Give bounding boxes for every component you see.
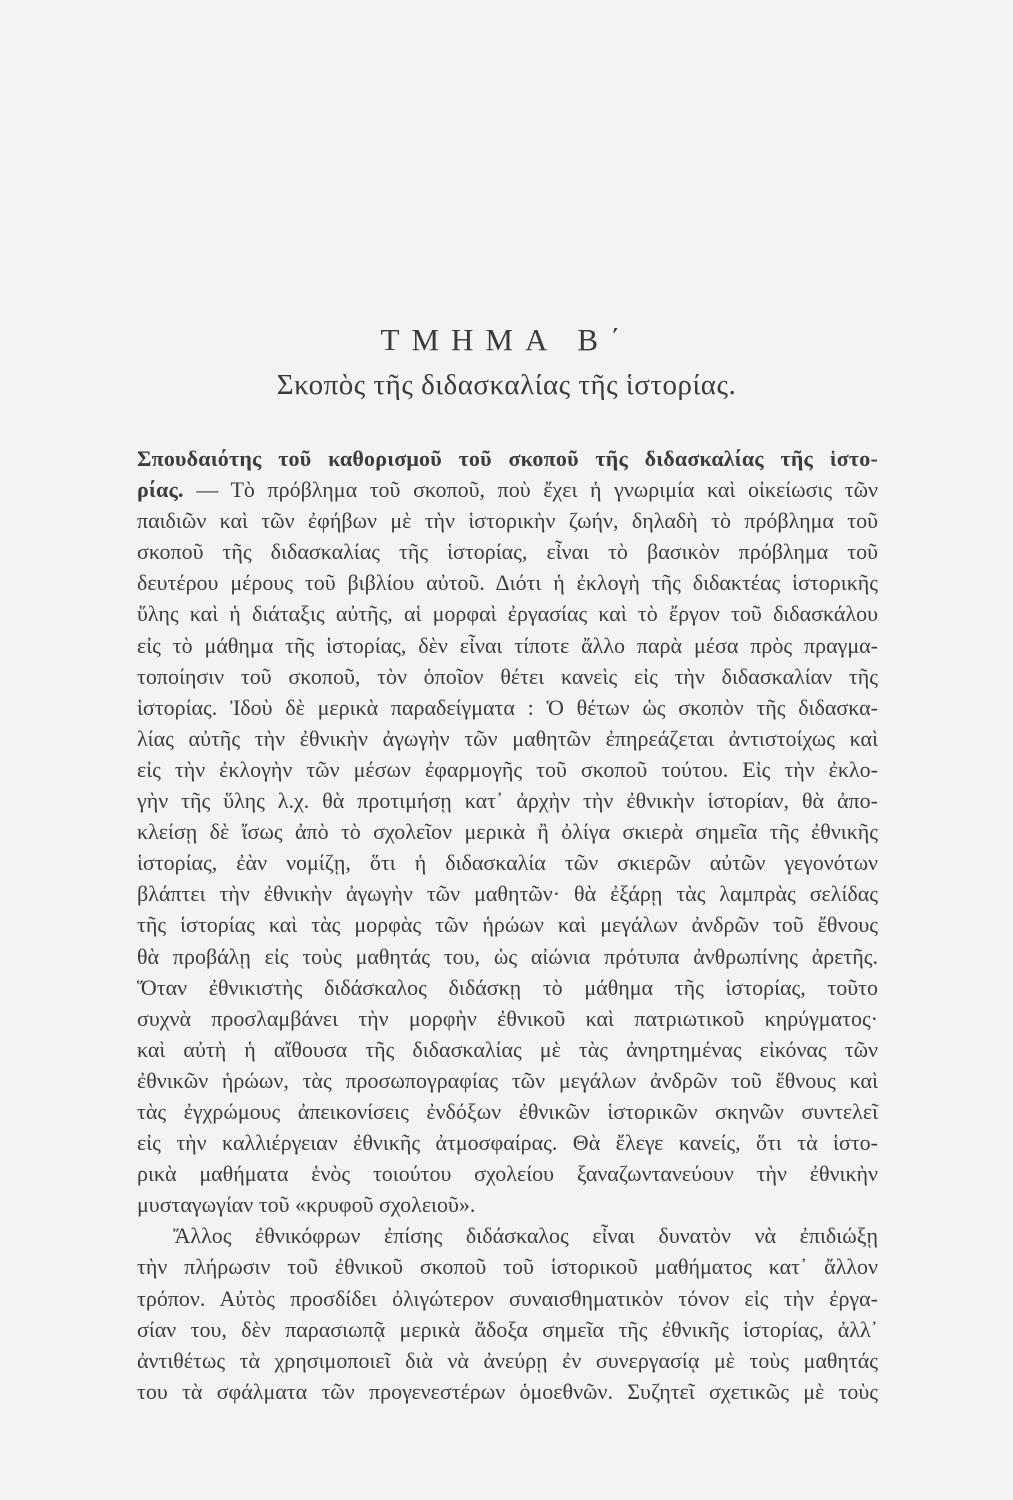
paragraph-line: [137, 474, 878, 505]
paragraph-line: ρικὰ μαθήματα ἑνὸς τοιούτου σχολείου ξαναζωντανεύουν τὴν ἐθνικὴν: [137, 1161, 878, 1187]
paragraph-line: κλείσῃ δὲ ἴσως ἀπὸ τὸ σχολεῖον μερικὰ ἢ ὀλίγα σκιερὰ σημεῖα τῆς ἐθνικῆς: [137, 819, 878, 845]
paragraph-line: τρόπον. Αὐτὸς προσδίδει ὀλιγώτερον συναισθηματικὸν τόνον εἰς τὴν ἐργα-: [137, 1285, 878, 1311]
paragraph-line: δευτέρου μέρους τοῦ βιβλίου αὐτοῦ. Διότι ἡ ἐκλογὴ τῆς διδακτέας ἱστορικῆς: [137, 570, 878, 596]
paragraph-line: σίαν του, δὲν παρασιωπᾷ μερικὰ ἄδοξα σημεῖα τῆς ἐθνικῆς ἱστορίας, ἀλλ᾿: [137, 1316, 878, 1342]
paragraph-line: συχνὰ προσλαμβάνει τὴν μορφὴν ἐθνικοῦ καὶ πατριωτικοῦ κηρύγματος·: [137, 1005, 878, 1031]
paragraph-line: τὰς ἐγχρώμους ἀπεικονίσεις ἐνδόξων ἐθνικῶν ἱστορικῶν σκηνῶν συντελεῖ: [137, 1098, 878, 1124]
paragraph-line: παιδιῶν καὶ τῶν ἐφήβων μὲ τὴν ἱστορικὴν ζωήν, δηλαδὴ τὸ πρόβλημα τοῦ: [137, 508, 878, 534]
subsection-title: Σπουδαιότης τοῦ καθορισμοῦ τοῦ σκοποῦ τῆς διδασκαλίας τῆς ἱστο-: [137, 446, 878, 471]
section-heading: ΤΜΗΜΑ Β΄: [380, 322, 633, 357]
subsection-title-end: ρίας.: [137, 477, 184, 503]
paragraph-line: μυσταγωγίαν τοῦ «κρυφοῦ σχολειοῦ».: [137, 1192, 476, 1218]
paragraph-line-text: — Τὸ πρόβλημα τοῦ σκοποῦ, ποὺ ἔχει ἡ γνωριμία καὶ οἰκείωσις τῶν: [183, 477, 878, 503]
paragraph-line: Ὅταν ἐθνικιστὴς διδάσκαλος διδάσκῃ τὸ μάθημα τῆς ἱστορίας, τοῦτο: [137, 974, 878, 1000]
paragraph-line: ἀντιθέτως τὰ χρησιμοποιεῖ διὰ νὰ ἀνεύρῃ ἐν συνεργασίᾳ μὲ τοὺς μαθητάς: [137, 1347, 878, 1373]
paragraph-line: βλάπτει τὴν ἐθνικὴν ἀγωγὴν τῶν μαθητῶν· θὰ ἐξάρῃ τὰς λαμπρὰς σελίδας: [137, 881, 878, 907]
paragraph-line: εἰς τὸ μάθημα τῆς ἱστορίας, δὲν εἶναι τίποτε ἄλλο παρὰ μέσα πρὸς πραγμα-: [137, 632, 878, 658]
paragraph-line: λίας αὐτῆς τὴν ἐθνικὴν ἀγωγὴν τῶν μαθητῶν ἐπηρεάζεται ἀντιστοίχως καὶ: [137, 725, 878, 751]
paragraph-line: σκοποῦ τῆς διδασκαλίας τῆς ἱστορίας, εἶναι τὸ βασικὸν πρόβλημα τοῦ: [137, 539, 878, 565]
paragraph-line: εἰς τὴν καλλιέργειαν ἐθνικῆς ἀτμοσφαίρας. Θὰ ἔλεγε κανείς, ὅτι τὰ ἱστο-: [137, 1130, 878, 1156]
paragraph-line: τὴν πλήρωσιν τοῦ ἐθνικοῦ σκοποῦ τοῦ ἱστορικοῦ μαθήματος κατ᾿ ἄλλον: [137, 1254, 878, 1280]
paragraph-line: ἱστορίας, ἐὰν νομίζῃ, ὅτι ἡ διδασκαλία τῶν σκιερῶν αὐτῶν γεγονότων: [137, 850, 878, 876]
paragraph-line: του τὰ σφάλματα τῶν προγενεστέρων ὁμοεθνῶν. Συζητεῖ σχετικῶς μὲ τοὺς: [137, 1378, 878, 1404]
paragraph-line: εἰς τὴν ἐκλογὴν τῶν μέσων ἐφαρμογῆς τοῦ σκοποῦ τούτου. Εἰς τὴν ἐκλο-: [137, 756, 878, 782]
bleed-through-text: [150, 185, 880, 345]
body-text: [137, 443, 878, 1407]
paragraph-line: τῆς ἱστορίας καὶ τὰς μορφὰς τῶν ἡρώων καὶ μεγάλων ἀνδρῶν τοῦ ἔθνους: [137, 912, 878, 938]
chapter-title: Σκοπὸς τῆς διδασκαλίας τῆς ἱστορίας.: [276, 369, 737, 401]
paragraph-line: ὕλης καὶ ἡ διάταξις αὐτῆς, αἱ μορφαὶ ἐργασίας καὶ τὸ ἔργον τοῦ διδασκάλου: [137, 601, 878, 627]
paragraph-line: γὴν τῆς ὕλης λ.χ. θὰ προτιμήσῃ κατ᾿ ἀρχὴν τὴν ἐθνικὴν ἱστορίαν, θὰ ἀπο-: [137, 788, 878, 814]
paragraph-line: Ἄλλος ἐθνικόφρων ἐπίσης διδάσκαλος εἶναι δυνατὸν νὰ ἐπιδιώξῃ: [173, 1223, 878, 1249]
paragraph-line: ἱστορίας. Ἰδοὺ δὲ μερικὰ παραδείγματα : Ὁ θέτων ὡς σκοπὸν τῆς διδασκα-: [137, 694, 878, 720]
paragraph-line: ἐθνικῶν ἡρώων, τὰς προσωπογραφίας τῶν μεγάλων ἀνδρῶν τοῦ ἔθνους καὶ: [137, 1067, 878, 1093]
paragraph-line: τοποίησιν τοῦ σκοποῦ, τὸν ὁποῖον θέτει κανεὶς εἰς τὴν διδασκαλίαν τῆς: [137, 663, 878, 689]
paragraph-line: καὶ αὐτὴ ἡ αἴθουσα τῆς διδασκαλίας μὲ τὰς ἀνηρτημένας εἰκόνας τῶν: [137, 1036, 878, 1062]
paragraph-line: θὰ προβάλῃ εἰς τοὺς μαθητάς του, ὡς αἰώνια πρότυπα ἀνθρωπίνης ἀρετῆς.: [137, 943, 878, 969]
